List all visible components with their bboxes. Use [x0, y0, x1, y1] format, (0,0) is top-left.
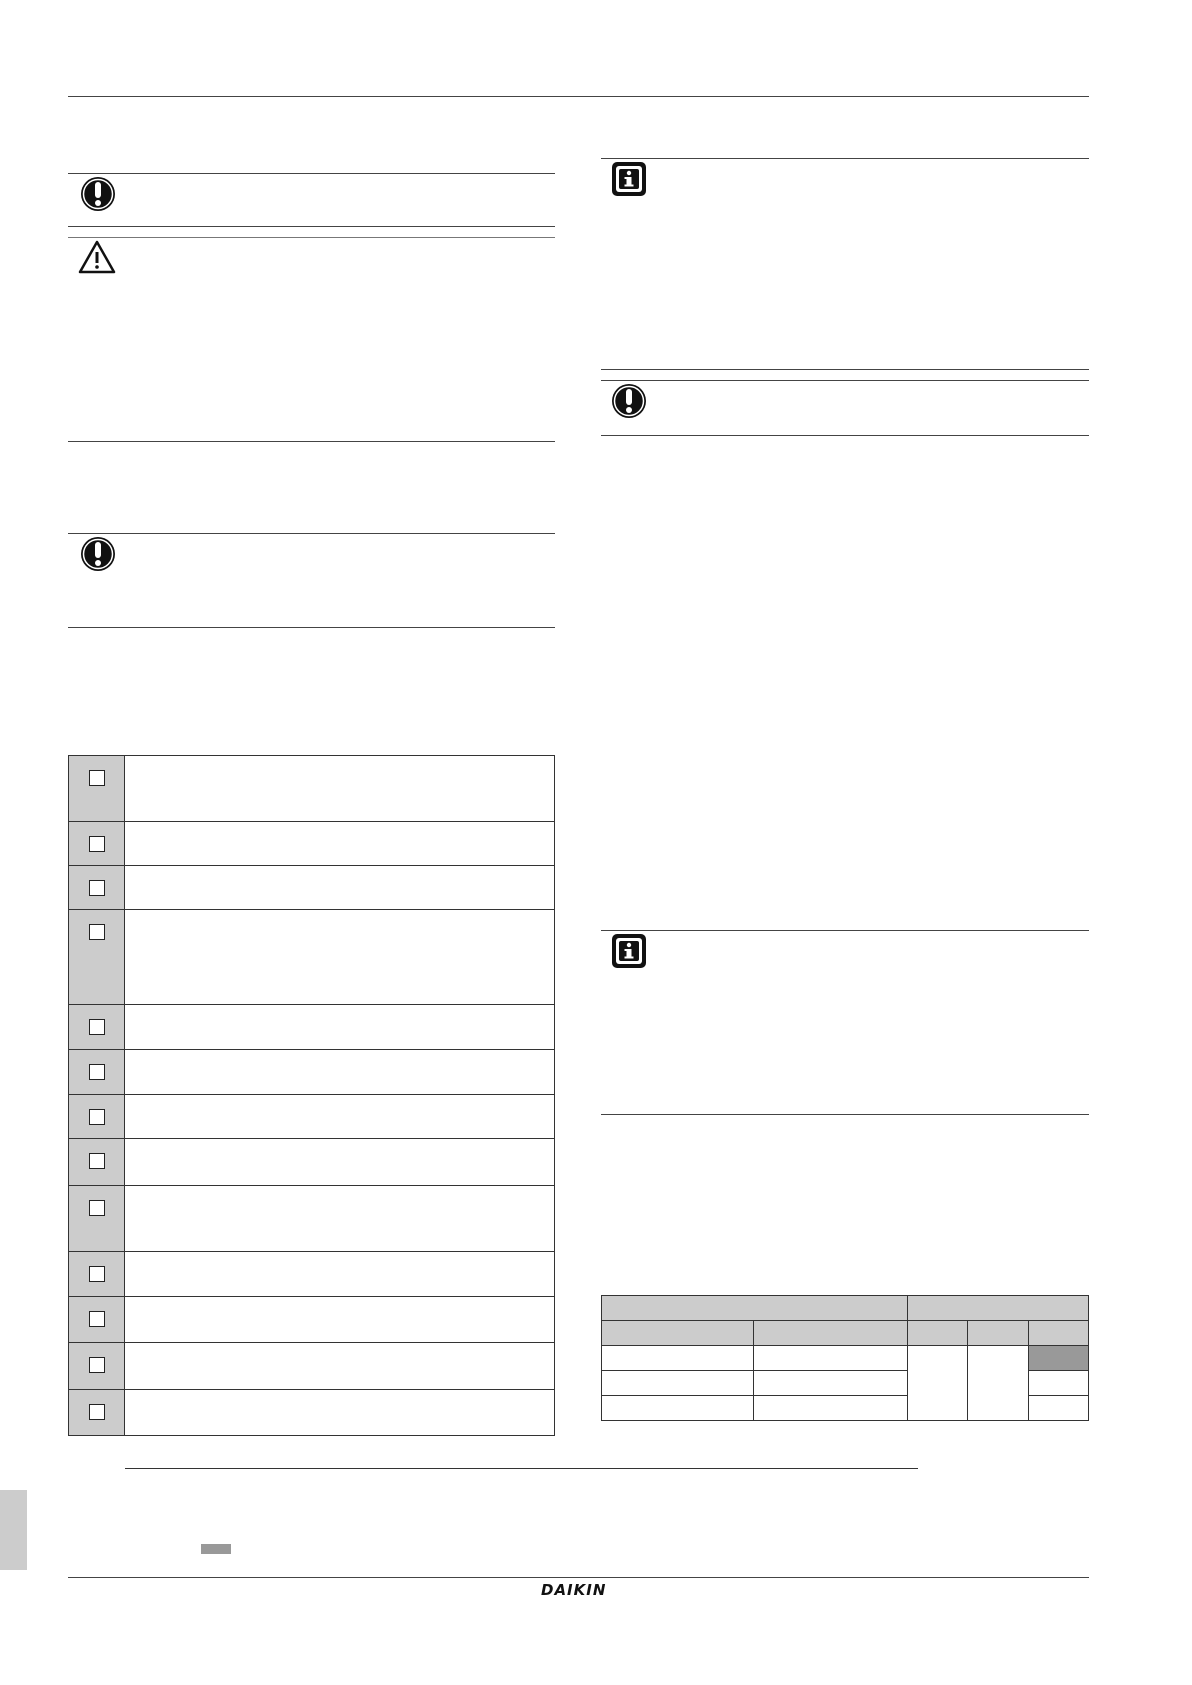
checkbox[interactable] — [89, 1200, 105, 1216]
installation-checklist — [68, 755, 555, 1436]
table-cell — [754, 1371, 907, 1396]
table-cell — [754, 1346, 907, 1371]
info-top-rule — [601, 930, 1089, 931]
table-cell — [602, 1371, 754, 1396]
warning-bottom-rule — [68, 441, 555, 442]
notice-top-rule — [68, 173, 555, 174]
warning-triangle-icon — [77, 238, 117, 278]
checklist-item-label — [125, 1390, 555, 1436]
exclamation-circle-icon — [78, 534, 118, 574]
notice-bottom-rule — [68, 627, 555, 628]
info-top-rule — [601, 158, 1089, 159]
checkbox[interactable] — [89, 770, 105, 786]
notice-bottom-rule — [601, 435, 1089, 436]
checklist-item-label — [125, 1005, 555, 1050]
checkbox[interactable] — [89, 880, 105, 896]
checkbox[interactable] — [89, 1404, 105, 1420]
info-bottom-rule — [601, 1114, 1089, 1115]
footer-rule — [68, 1577, 1089, 1578]
checklist-item-label — [125, 1050, 555, 1095]
table-cell — [1028, 1396, 1088, 1421]
checkbox[interactable] — [89, 1109, 105, 1125]
daikin-logo: DAIKIN — [541, 1581, 607, 1599]
checkbox[interactable] — [89, 836, 105, 852]
checkbox[interactable] — [89, 1311, 105, 1327]
checklist-item-label — [125, 866, 555, 910]
table-cell — [1028, 1371, 1088, 1396]
checklist-item-label — [125, 1343, 555, 1390]
checkbox[interactable] — [89, 1019, 105, 1035]
checklist-item-label — [125, 910, 555, 1005]
info-bottom-rule — [601, 369, 1089, 370]
checkbox[interactable] — [89, 1153, 105, 1169]
notice-top-rule — [68, 533, 555, 534]
checkbox[interactable] — [89, 924, 105, 940]
checklist-item-label — [125, 1297, 555, 1343]
table-cell — [754, 1396, 907, 1421]
header-rule — [68, 96, 1089, 97]
table-cell — [907, 1346, 967, 1421]
table-cell — [967, 1346, 1028, 1421]
checklist-item-label — [125, 822, 555, 866]
table-header-cell — [967, 1321, 1028, 1346]
checkbox[interactable] — [89, 1357, 105, 1373]
table-header-cell — [602, 1321, 754, 1346]
table-cell — [602, 1346, 754, 1371]
warning-top-rule — [68, 237, 555, 238]
checkbox[interactable] — [89, 1266, 105, 1282]
checklist-item-label — [125, 1186, 555, 1252]
grey-marker — [201, 1544, 231, 1554]
checklist-item-label — [125, 756, 555, 822]
language-side-tab — [0, 1490, 27, 1570]
table-header-cell — [602, 1296, 908, 1321]
table-header-cell — [754, 1321, 907, 1346]
exclamation-circle-icon — [609, 381, 649, 421]
notice-bottom-rule — [68, 226, 555, 227]
table-cell-highlighted — [1028, 1346, 1088, 1371]
table-cell — [602, 1396, 754, 1421]
checklist-item-label — [125, 1252, 555, 1297]
table-row — [602, 1346, 1089, 1371]
info-icon — [609, 931, 649, 971]
notice-top-rule — [601, 380, 1089, 381]
table-header-cell — [1028, 1321, 1088, 1346]
spec-table — [601, 1295, 1089, 1421]
table-header-cell — [907, 1321, 967, 1346]
checklist-item-label — [125, 1095, 555, 1139]
checklist-item-label — [125, 1139, 555, 1186]
footnote-rule — [125, 1468, 918, 1469]
exclamation-circle-icon — [78, 174, 118, 214]
table-header-cell — [907, 1296, 1088, 1321]
checkbox[interactable] — [89, 1064, 105, 1080]
info-icon — [609, 159, 649, 199]
